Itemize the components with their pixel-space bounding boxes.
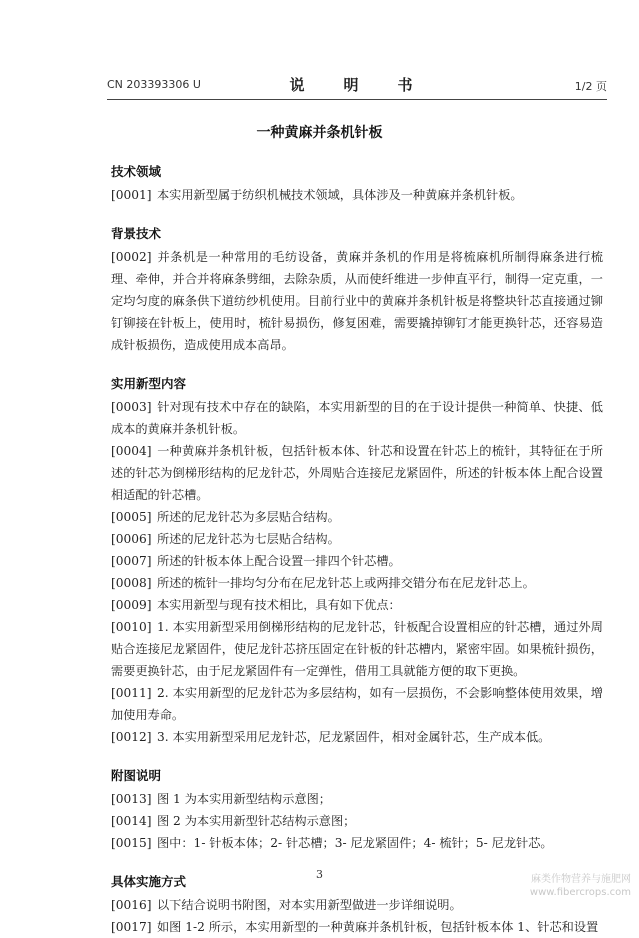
- watermark-line-2: www.fibercrops.com: [529, 887, 631, 898]
- paragraph-number: [0014]: [111, 814, 152, 828]
- paragraph-number: [0009]: [111, 598, 152, 612]
- paragraph-text: 一种黄麻并条机针板，包括针板本体、针芯和设置在针芯上的梳针，其特征在于所述的针芯为倒梯形结构的尼龙针芯，外周贴合连接尼龙紧固件，所述的针板本体上配合设置相适配的针芯槽。: [111, 444, 603, 502]
- section-heading: 附图说明: [111, 768, 162, 783]
- paragraph-text: 所述的尼龙针芯为多层贴合结构。: [157, 510, 340, 524]
- paragraph-number: [0006]: [111, 532, 152, 546]
- header-divider: [107, 99, 607, 100]
- paragraph-text: 所述的梳针一排均匀分布在尼龙针芯上或两排交错分布在尼龙针芯上。: [157, 576, 535, 590]
- paragraph-number: [0017]: [111, 920, 152, 934]
- section-heading: 技术领域: [111, 164, 162, 179]
- watermark: [530, 873, 631, 899]
- paragraph-text: 3. 本实用新型采用尼龙针芯，尼龙紧固件，相对金属针芯，生产成本低。: [157, 730, 551, 744]
- paragraph-number: [0016]: [111, 898, 152, 912]
- paragraph-number: [0005]: [111, 510, 152, 524]
- paragraph-number: [0004]: [111, 444, 152, 458]
- watermark-line-1: 麻类作物营养与施肥网: [531, 874, 631, 885]
- paragraph-text: 并条机是一种常用的毛纺设备，黄麻并条机的作用是将梳麻机所制得麻条进行梳理、牵伸，并合并将麻条劈细，去除杂质，从而使纤维进一步伸直平行，制得一定克重，一定均匀度的麻条供下道纺纱机使用。目前行业中的黄麻并条机针板是将整块针芯直接通过铆钉铆接在针板上，使用时，梳针易损伤，修复困难，需要撬掉铆钉才能更换针芯，还容易造成针板损伤，造成使用成本高昂。: [111, 250, 603, 352]
- paragraph-text: 本实用新型属于纺织机械技术领域，具体涉及一种黄麻并条机针板。: [157, 188, 523, 202]
- page-title: 一种黄麻并条机针板: [256, 125, 383, 141]
- section-heading: 实用新型内容: [111, 376, 187, 391]
- document-body: [111, 162, 603, 938]
- page-info: 1/2 页: [574, 80, 607, 93]
- paragraph: [111, 572, 603, 594]
- paragraph-text: 本实用新型与现有技术相比，具有如下优点：: [157, 598, 401, 612]
- paragraph: [111, 506, 603, 528]
- paragraph: [111, 682, 603, 726]
- paragraph: [111, 550, 603, 572]
- page-number: 3: [316, 868, 323, 881]
- paragraph: [111, 528, 603, 550]
- paragraph-number: [0015]: [111, 836, 152, 850]
- paragraph: [111, 616, 603, 682]
- paragraph: [111, 916, 603, 938]
- paragraph-text: 所述的尼龙针芯为七层贴合结构。: [157, 532, 340, 546]
- document-type: 说 明 书: [289, 76, 425, 94]
- paragraph: [111, 184, 603, 206]
- paragraph: [111, 440, 603, 506]
- paragraph-number: [0013]: [111, 792, 152, 806]
- paragraph-number: [0012]: [111, 730, 152, 744]
- paragraph-number: [0010]: [111, 620, 152, 634]
- section-heading: 背景技术: [111, 226, 162, 241]
- paragraph: [111, 726, 603, 748]
- paragraph-number: [0008]: [111, 576, 152, 590]
- paragraph-text: 以下结合说明书附图，对本实用新型做进一步详细说明。: [157, 898, 462, 912]
- paragraph-text: 图 1 为本实用新型结构示意图；: [157, 792, 331, 806]
- paragraph-text: 1. 本实用新型采用倒梯形结构的尼龙针芯，针板配合设置相应的针芯槽，通过外周贴合连接尼龙紧固件，使尼龙针芯挤压固定在针板的针芯槽内，紧密牢固。如果梳针损伤，需要更换针芯，由于尼龙紧固件有一定弹性，借用工具就能方便的取下更换。: [111, 620, 603, 678]
- section-heading: 具体实施方式: [111, 874, 187, 889]
- paragraph-number: [0007]: [111, 554, 152, 568]
- paragraph: [111, 594, 603, 616]
- paragraph-text: 所述的针板本体上配合设置一排四个针芯槽。: [157, 554, 401, 568]
- paragraph-number: [0003]: [111, 400, 152, 414]
- paragraph-text: 图 2 为本实用新型针芯结构示意图；: [157, 814, 356, 828]
- paragraph-number: [0002]: [111, 250, 152, 264]
- paragraph-text: 图中：1- 针板本体；2- 针芯槽；3- 尼龙紧固件；4- 梳针；5- 尼龙针芯。: [157, 836, 553, 850]
- paragraph: [111, 246, 603, 356]
- paragraph: [111, 788, 603, 810]
- paragraph-text: 针对现有技术中存在的缺陷，本实用新型的目的在于设计提供一种简单、快捷、低成本的黄麻并条机针板。: [111, 400, 603, 436]
- paragraph-text: 如图 1-2 所示，本实用新型的一种黄麻并条机针板，包括针板本体 1、针芯和设置: [157, 920, 599, 934]
- paragraph: [111, 810, 603, 832]
- paragraph-number: [0011]: [111, 686, 152, 700]
- paragraph-text: 2. 本实用新型的尼龙针芯为多层结构，如有一层损伤，不会影响整体使用效果，增加使用寿命。: [111, 686, 603, 722]
- paragraph-number: [0001]: [111, 188, 152, 202]
- page-header: [107, 76, 607, 96]
- document-number: CN 203393306 U: [107, 78, 201, 91]
- paragraph: [111, 396, 603, 440]
- paragraph: [111, 832, 603, 854]
